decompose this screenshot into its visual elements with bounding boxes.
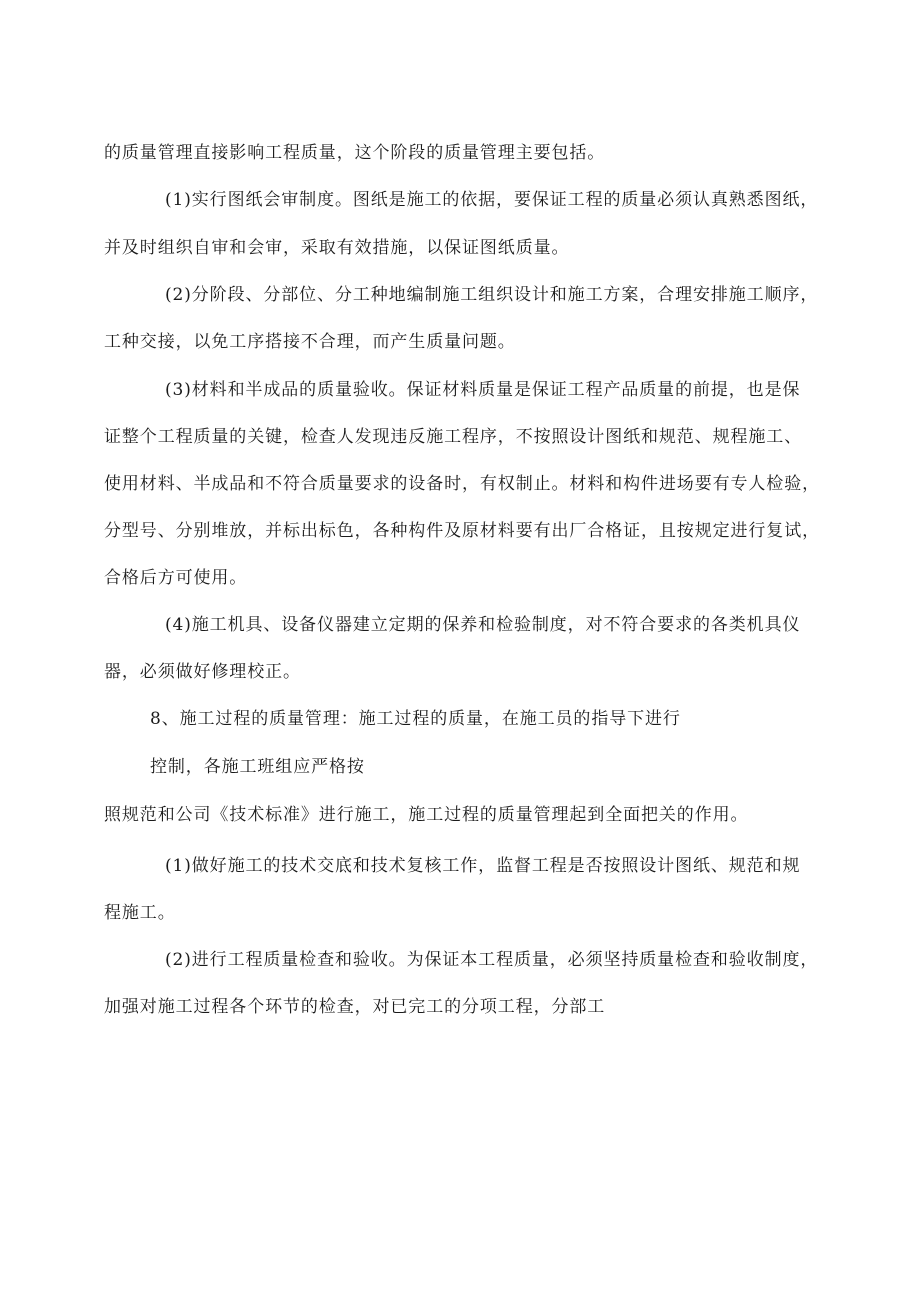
text-line: 8、施工过程的质量管理：施工过程的质量，在施工员的指导下进行 [150, 709, 681, 729]
text-line: 的质量管理直接影响工程质量，这个阶段的质量管理主要包括。 [104, 143, 606, 163]
text-line: 工种交接，以免工序搭接不合理，而产生质量问题。 [104, 332, 516, 352]
text-line: (1)实行图纸会审制度。图纸是施工的依据，要保证工程的质量必须认真熟悉图纸， [165, 190, 819, 210]
text-line: 器，必须做好修理校正。 [104, 662, 301, 682]
text-line: 照规范和公司《技术标准》进行施工，施工过程的质量管理起到全面把关的作用。 [104, 805, 749, 825]
text-line: (2)分阶段、分部位、分工种地编制施工组织设计和施工方案，合理安排施工顺序， [165, 285, 819, 305]
text-line: 证整个工程质量的关键，检查人发现违反施工程序，不按照设计图纸和规范、规程施工、 [104, 427, 803, 447]
text-line: 控制，各施工班组应严格按 [150, 757, 365, 777]
text-line: 使用材料、半成品和不符合质量要求的设备时，有权制止。材料和构件进场要有专人检验， [104, 474, 820, 494]
text-line: 分型号、分别堆放，并标出标色，各种构件及原材料要有出厂合格证，且按规定进行复试， [104, 521, 820, 541]
text-line: 程施工。 [104, 903, 176, 923]
text-line: 加强对施工过程各个环节的检查，对已完工的分项工程，分部工 [104, 997, 606, 1017]
text-line: (4)施工机具、设备仪器建立定期的保养和检验制度，对不符合要求的各类机具仪 [165, 615, 801, 635]
text-line: 合格后方可使用。 [104, 568, 248, 588]
text-line: (1)做好施工的技术交底和技术复核工作，监督工程是否按照设计图纸、规范和规 [165, 856, 801, 876]
text-line: (2)进行工程质量检查和验收。为保证本工程质量，必须坚持质量检查和验收制度， [165, 950, 819, 970]
text-line: 并及时组织自审和会审，采取有效措施，以保证图纸质量。 [104, 238, 570, 258]
text-line: (3)材料和半成品的质量验收。保证材料质量是保证工程产品质量的前提，也是保 [165, 380, 801, 400]
